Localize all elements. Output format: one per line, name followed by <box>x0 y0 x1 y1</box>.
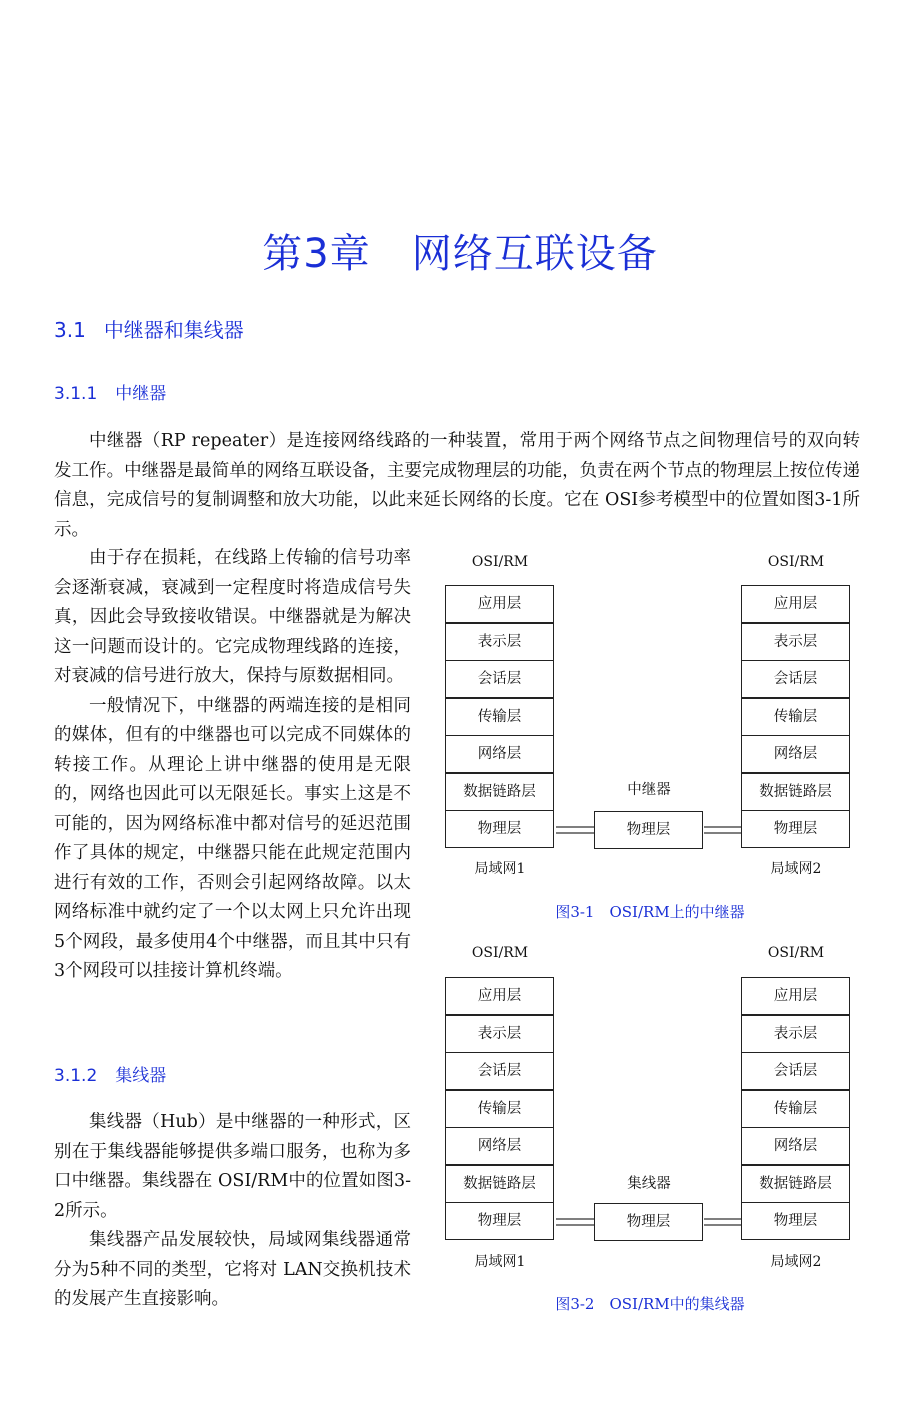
layer-physical: 物理层 <box>445 810 554 848</box>
figure-repeater <box>440 550 860 930</box>
lan1-label: 局域网1 <box>474 1254 526 1270</box>
paragraph-limits: 一般情况下，中继器的两端连接的是相同的媒体，但有的中继器也可以完成不同媒体的转接工作。从理论上讲中继器的使用是无限的，网络也因此可以无限延长。事实上这是不可能的，因为网络标准中都对信号的延迟范围作了具体的规定，中继器只能在此规定范围内进行有效的工作，否则会引起网络故障。以太网络标准中就约定了一个以太网上只允许出现 5个网段，最多使用4个中继器，而且其中只有3个网段可以挂接计算机终端。 <box>54 695 411 981</box>
layer-data-link: 数据链路层 <box>741 773 850 811</box>
intro-paragraph <box>54 427 860 545</box>
layer-application: 应用层 <box>741 585 850 623</box>
layer-network: 网络层 <box>445 1127 554 1165</box>
layer-transport: 传输层 <box>445 1090 554 1128</box>
right-stack-header: OSI/RM <box>767 945 825 961</box>
layer-presentation: 表示层 <box>445 623 554 661</box>
layer-application: 应用层 <box>445 585 554 623</box>
layer-presentation: 表示层 <box>741 1015 850 1053</box>
subsection-title: 集线器 <box>115 1066 167 1086</box>
left-stack-header: OSI/RM <box>471 945 529 961</box>
repeater-label: 中继器 <box>627 782 671 798</box>
layer-transport: 传输层 <box>741 698 850 736</box>
subsection-heading-hub <box>54 1061 166 1086</box>
lan2-label: 局域网2 <box>770 1254 822 1270</box>
layer-data-link: 数据链路层 <box>445 1165 554 1203</box>
layer-data-link: 数据链路层 <box>741 1165 850 1203</box>
lan2-label: 局域网2 <box>770 861 822 877</box>
figure-caption-3-1: 图3-1 OSI/RM上的中继器 <box>555 903 745 921</box>
layer-application: 应用层 <box>445 977 554 1015</box>
layer-session: 会话层 <box>741 1052 850 1090</box>
paragraph-intro: 中继器（RP repeater）是连接网络线路的一种装置，常用于两个网络节点之间物理信号的双向转发工作。中继器是最简单的网络互联设备，主要完成物理层的功能，负责在两个节点的物理层上按位传递信息，完成信号的复制调整和放大功能，以此来延长网络的长度。它在 OSI参考模型中的位置如图3-1所示。 <box>54 431 860 540</box>
layer-presentation: 表示层 <box>741 623 850 661</box>
subsection-heading-repeater <box>54 379 166 404</box>
layer-session: 会话层 <box>445 660 554 698</box>
paragraph-attenuation: 由于存在损耗，在线路上传输的信号功率会逐渐衰减，衰减到一定程度时将造成信号失真，因此会导致接收错误。中继器就是为解决这一问题而设计的。它完成物理线路的连接，对衰减的信号进行放大，保持与原数据相同。 <box>54 548 411 686</box>
subsection-title: 中继器 <box>115 384 167 404</box>
left-stack-header: OSI/RM <box>471 554 529 570</box>
layer-physical: 物理层 <box>741 810 850 848</box>
hub-physical-layer: 物理层 <box>594 1203 703 1241</box>
layer-transport: 传输层 <box>445 698 554 736</box>
section-heading <box>54 314 244 343</box>
chapter-title: 第3章 网络互联设备 <box>262 231 658 277</box>
layer-data-link: 数据链路层 <box>445 773 554 811</box>
figure-hub <box>440 941 860 1321</box>
layer-transport: 传输层 <box>741 1090 850 1128</box>
subsection-number: 3.1.1 <box>54 384 98 404</box>
layer-network: 网络层 <box>445 735 554 773</box>
repeater-physical-layer: 物理层 <box>594 811 703 849</box>
layer-physical: 物理层 <box>741 1202 850 1240</box>
lan1-label: 局域网1 <box>474 861 526 877</box>
layer-network: 网络层 <box>741 1127 850 1165</box>
hub-label: 集线器 <box>627 1176 671 1192</box>
layer-session: 会话层 <box>741 660 850 698</box>
layer-session: 会话层 <box>445 1052 554 1090</box>
figure-caption-3-2: 图3-2 OSI/RM中的集线器 <box>555 1295 745 1313</box>
subsection-number: 3.1.2 <box>54 1066 98 1086</box>
right-stack-header: OSI/RM <box>767 554 825 570</box>
section-number: 3.1 <box>54 318 86 342</box>
paragraph-hub-intro: 集线器（Hub）是中继器的一种形式，区别在于集线器能够提供多端口服务，也称为多口中继器。集线器在 OSI/RM中的位置如图3-2所示。 <box>54 1112 411 1221</box>
layer-network: 网络层 <box>741 735 850 773</box>
layer-application: 应用层 <box>741 977 850 1015</box>
paragraph-hub-types: 集线器产品发展较快，局域网集线器通常分为5种不同的类型，它将对 LAN交换机技术的发展产生直接影响。 <box>54 1230 411 1309</box>
layer-physical: 物理层 <box>445 1202 554 1240</box>
left-column-hub <box>54 1108 411 1315</box>
left-column-repeater <box>54 544 411 987</box>
layer-presentation: 表示层 <box>445 1015 554 1053</box>
section-title: 中继器和集线器 <box>103 318 244 342</box>
